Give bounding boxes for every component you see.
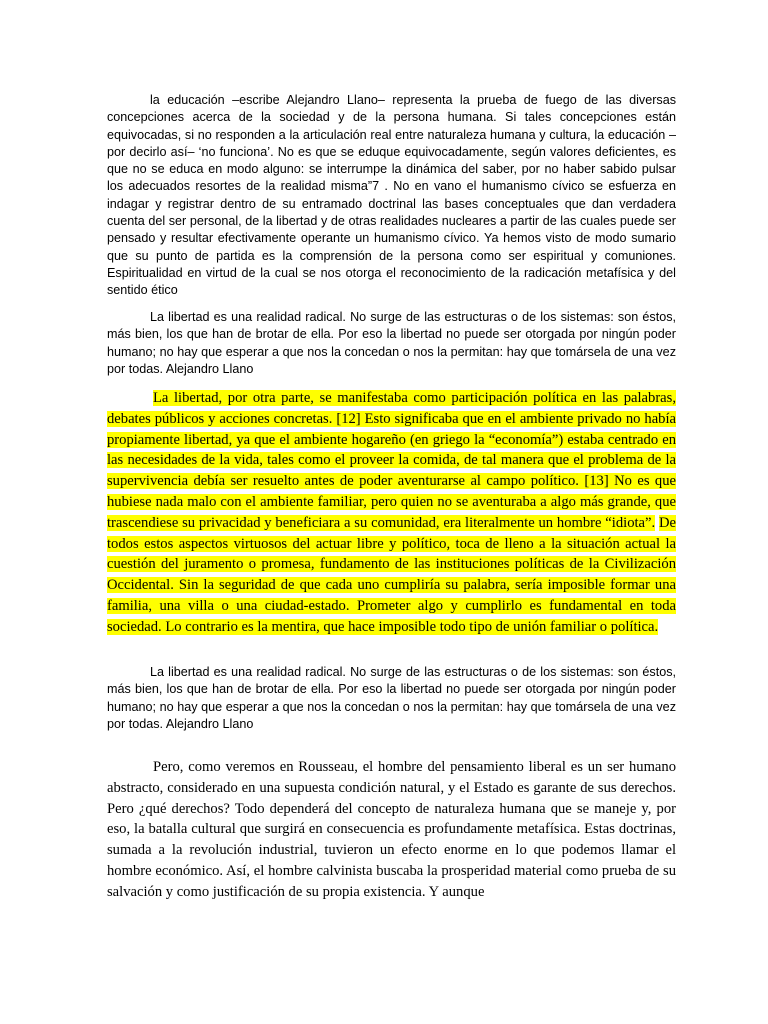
highlighted-text-part-a: La libertad, por otra parte, se manifestaba como participación política en las palabras, debates públicos y acciones concretas. [12] Esto significaba que en el ambiente privado no había propiamente libertad, ya que el ambiente hogareño (en griego la “economía”) estaba centrado en las necesidades de la vida, tales como el proveer la comida, de tal manera que el problema de la supervivencia debía ser resuelto antes de poder aventurarse al campo político. [13] No es que hubiese nada malo con el ambiente familiar, pero quien no se aventuraba a algo más grande, que trascendiese su privacidad y beneficiara a su comunidad, era literalmente un hombre “idiota”.	[107, 390, 676, 531]
paragraph-1-text: la educación –escribe Alejandro Llano– representa la prueba de fuego de las diversas concepciones acerca de la sociedad y de la persona humana. Si tales concepciones están equivocadas, si no responden a la articulación real entre naturaleza humana y cultura, la educación –por decirlo así– ‘no funciona’. No es que se eduque equivocadamente, según valores deficientes, es que no se educa en modo alguno: se interrumpe la dinámica del saber, por no haber sabido pulsar los adecuados resortes de la realidad misma”7 . No en vano el humanismo cívico se esfuerza en indagar y registrar dentro de su entramado doctrinal las bases conceptuales que dan verdadera cuenta del ser personal, de la libertad y de otras realidades nucleares a partir de las cuales puede ser pensado y resultar efectivamente operante un humanismo cívico. Ya hemos visto de modo sumario que su punto de partida es la comprensión de la persona como ser espiritual y comuniones. Espiritualidad en virtud de la cual se nos otorga el reconocimiento de la radicación metafísica y del sentido ético	[107, 93, 676, 298]
quote-1-text: La libertad es una realidad radical. No surge de las estructuras o de los sistemas: son éstos, más bien, los que han de brotar de ella. Por eso la libertad no puede ser otorgada por ningún poder humano; no hay que esperar a que nos la concedan o nos la permitan: hay que tomársela de una vez por todas.	[107, 310, 676, 376]
block-quote-1	[107, 309, 676, 378]
quote-2-author: Alejandro Llano	[165, 716, 254, 731]
quote-1-author: Alejandro Llano	[165, 361, 254, 376]
quote-2-text: La libertad es una realidad radical. No surge de las estructuras o de los sistemas: son éstos, más bien, los que han de brotar de ella. Por eso la libertad no puede ser otorgada por ningún poder humano; no hay que esperar a que nos la concedan o nos la permitan: hay que tomársela de una vez por todas.	[107, 665, 676, 731]
block-quote-2	[107, 664, 676, 733]
highlighted-text-part-b: De todos estos aspectos virtuosos del actuar libre y político, toca de lleno a la situación actual la cuestión del juramento o promesa, fundamento de las instituciones políticas de la Civilización Occidental. Sin la seguridad de que cada uno cumpliría su palabra, sería imposible formar una familia, una villa o una ciudad-estado. Prometer algo y cumplirlo es fundamental en toda sociedad. Lo contrario es la mentira, que hace imposible todo tipo de unión familiar o política.	[107, 514, 676, 635]
body-paragraph-last	[107, 757, 676, 903]
paragraph-last-text: Pero, como veremos en Rousseau, el hombre del pensamiento liberal es un ser humano abstracto, considerado en una supuesta condición natural, y el Estado es garante de sus derechos. Pero ¿qué derechos? Todo dependerá del concepto de naturaleza humana que se maneje y, por eso, la batalla cultural que surgirá en consecuencia es profundamente metafísica. Estas doctrinas, sumada a la revolución industrial, tuvieron un efecto enorme en lo que podemos llamar el hombre económico. Así, el hombre calvinista buscaba la prosperidad material como prueba de su salvación y como justificación de su propia existencia. Y aunque	[107, 759, 676, 900]
highlighted-paragraph	[107, 388, 676, 638]
body-paragraph-1	[107, 92, 676, 300]
